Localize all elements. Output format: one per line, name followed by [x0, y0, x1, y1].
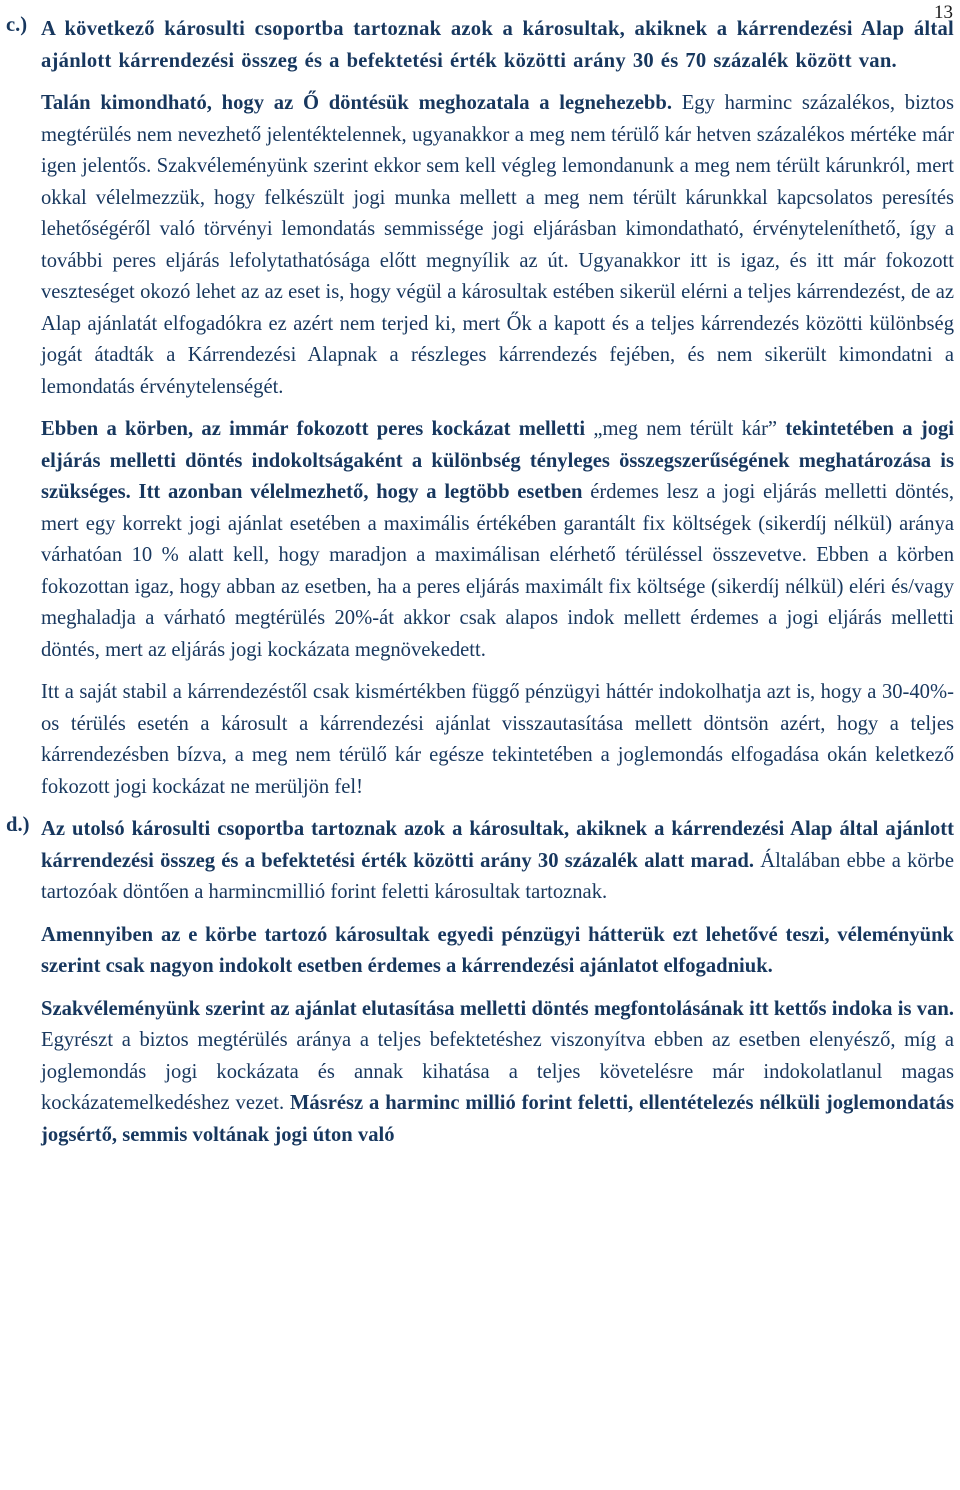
section-d — [6, 814, 954, 1151]
section-c-p2-normal: érdemes lesz a jogi eljárás melletti döntés, mert egy korrekt jogi ajánlat esetében a maximális értékében garantált fix költségek (sikerdíj nélkül) aránya várhatóan 10 % alatt kell, hogy maradjon a maximálisan elérhető térüléssel összevetve. Ebben a körben fokozottan igaz, hogy abban az esetben, ha a peres eljárás maximált fix költsége (sikerdíj nélkül) eléri és/vagy meghaladja a várható megtérülés 20%-át akkor csak alapos indok mellett érdemes a jogi eljárás melletti döntés, mert az eljárás jogi kockázata megnövekedett. — [41, 481, 954, 661]
section-d-p2-bold-tail: Másrész a harminc millió forint feletti, ellentételezés nélküli joglemondatás jogsértő, semmis voltának jogi úton való — [41, 1092, 954, 1146]
section-d-p2-bold: Szakvéleményünk szerint az ajánlat elutasítása melletti döntés megfontolásának itt kettős indoka is van. — [41, 997, 954, 1020]
section-c-p2-bold-a: Ebben a körben, az immár fokozott peres kockázat melletti — [41, 418, 586, 440]
section-c-p1-bold: Talán kimondható, hogy az Ő döntésük meghozatala a legnehezebb. — [41, 92, 672, 114]
section-c — [6, 14, 955, 803]
section-c-p1-normal: Egy harminc százalékos, biztos megtérülés nem nevezhető jelentéktelennek, ugyanakkor a meg nem térülő kár hetven százalékos mértéke már igen jelentős. — [41, 92, 954, 177]
section-c-heading — [41, 14, 954, 77]
section-c-p2-quote: „meg nem térült kár” — [585, 418, 786, 440]
page-number: 13 — [934, 2, 953, 23]
section-c-heading-text: A következő károsulti csoportba tartoznak azok a károsultak, akiknek a kárrendezési Alap által ajánlott kárrendezési összeg és a befektetési érték közötti arány 30 és 70 százalék között van. — [41, 18, 954, 72]
section-d-p2-normal: Egyrészt a biztos megtérülés aránya a teljes befektetéshez viszonyítva ebben az esetben elenyésző, míg a joglemondás jogi kockázata és annak kihatása a teljes követelésre már indokolatlanul magas kockázatemelkedéshez vezet. — [41, 1029, 954, 1114]
section-c-paragraph-2 — [41, 414, 954, 666]
section-d-heading-normal: Általában ebbe a körbe tartozóak döntően a harmincmillió forint feletti károsultak tartoznak. — [41, 849, 954, 903]
section-c-paragraph-3: Itt a saját stabil a kárrendezéstől csak kismértékben függő pénzügyi háttér indokolhatja azt is, hogy a 30-40%-os térülés esetén a károsult a kárrendezési ajánlat visszautasítása mellett döntsön azért, hogy a teljes kárrendezésben bízva, a meg nem térülő kár egésze tekintetében a joglemondás elfogadása okán keletkező fokozott jogi kockázat ne merüljön fel! — [41, 681, 954, 798]
section-d-p1-bold: Amennyiben az e körbe tartozó károsultak egyedi pénzügyi hátterük ezt lehetővé teszi, véleményünk szerint csak nagyon indokolt esetben érdemes a kárrendezési ajánlatot elfogadniuk. — [41, 923, 954, 977]
section-c-marker: c.) — [6, 14, 28, 36]
document-body — [6, 14, 955, 1151]
section-d-marker: d.) — [6, 814, 30, 836]
section-c-p1-rest: Szakvéleményünk szerint ekkor sem kell végleg lemondanunk a meg nem térült kárunkról, mert okkal vélelmezzük, hogy felkészült jogi munka mellett a meg nem térült kárunkkal kapcsolatos peresítés lehetőségéről való törvényi lemondatás semmissége jogi eljárásban kimondatható, érvényteleníthető, így a további peres eljárás lefolytathatósága előtt megnyílik az út. Ugyanakkor itt is igaz, és itt már fokozott veszteséget okozó lehet az az eset is, hogy végül a károsultak estében sikerül elérni a teljes kárrendezést, de az Alap ajánlatát elfogadókra ez azért nem terjed ki, mert Ők a kapott és a teljes kárrendezés közötti különbség jogát átadták a Kárrendezési Alapnak a részleges kárrendezés fejében, és nem sikerült kimondatni a lemondatás érvénytelenségét. — [41, 155, 954, 398]
section-d-heading-bold: Az utolsó károsulti csoportba tartoznak azok a károsultak, akiknek a kárrendezési Alap által ajánlott kárrendezési összeg és a befektetési érték közötti arány 30 százalék alatt marad. — [41, 818, 954, 872]
section-d-paragraph-2 — [41, 994, 954, 1152]
section-c-p2-bold-b: tekintetében a jogi eljárás melletti döntés indokoltságaként a különbség tényleges összegszerűségének meghatározása is szükséges. Itt azonban vélelmezhető, hogy a legtöbb esetben — [41, 418, 955, 503]
section-d-paragraph-1 — [41, 920, 954, 983]
section-c-paragraph-1 — [41, 88, 954, 403]
section-d-heading — [41, 814, 954, 909]
